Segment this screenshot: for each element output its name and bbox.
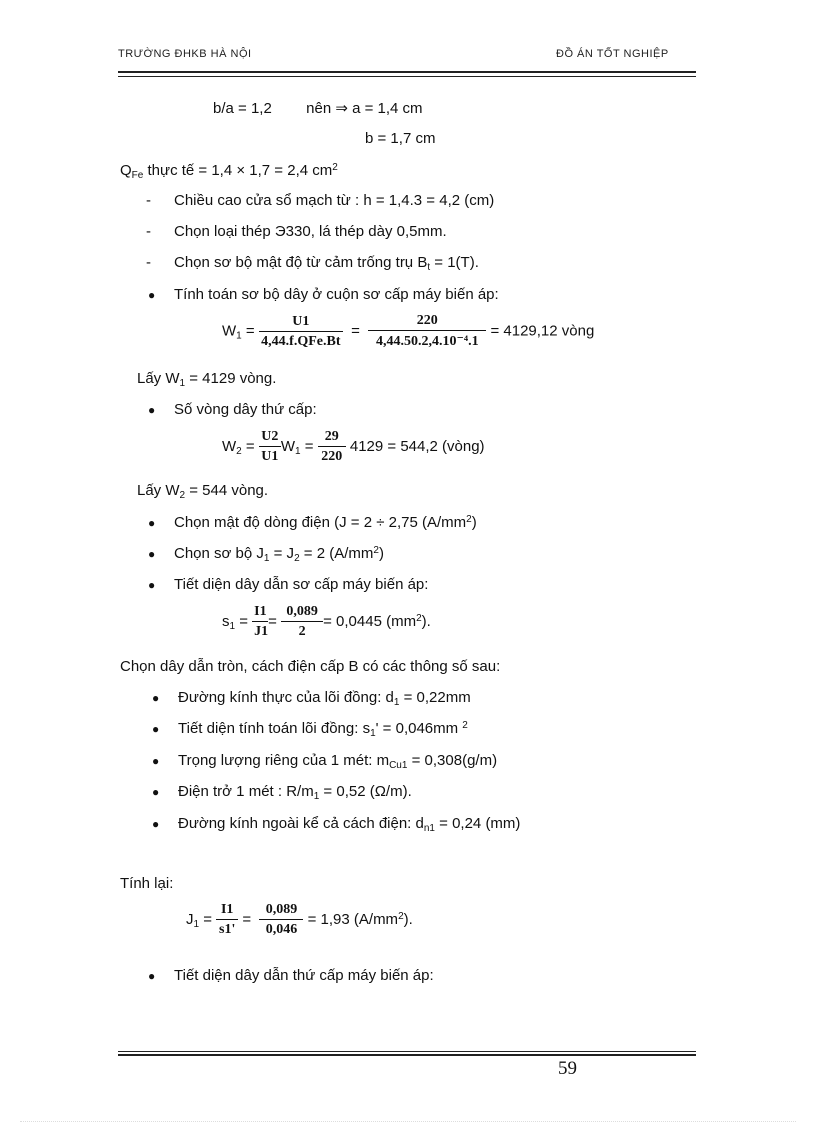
- bullet-j-choice: ● Chọn sơ bộ $J_1 = J_2 = 2$ $(A/mm^2)$: [148, 545, 384, 564]
- bullet-secondary-section: ● Tiết diện dây dẫn thứ cấp máy biến áp:: [148, 967, 434, 984]
- bullet-secondary-turns: ● Số vòng dây thứ cấp:: [148, 401, 317, 418]
- dash-icon: -: [146, 192, 151, 209]
- bullet-icon: ●: [148, 516, 156, 530]
- s1-fraction-1: $\frac{I1}{J1}$: [254, 604, 269, 639]
- spec-outer-diameter: ● Đường kính ngoài kể cả cách điện: $d_{n1} = 0,24$ (mm): [152, 815, 521, 834]
- recalc: Tính lại:: [120, 875, 174, 892]
- page-number: 59: [558, 1058, 577, 1079]
- ratio-right: nên ⇒ a = 1,4 cm: [306, 100, 423, 117]
- w1-fraction-2: $\frac{220}{\text{4,44.50.2,4.10⁻⁴.1}}$: [368, 313, 486, 350]
- j1-fraction-1: $\frac{I1}{s1'}$: [216, 902, 238, 938]
- bullet-icon: ●: [152, 785, 160, 799]
- header-right: ĐỒ ÁN TỐT NGHIỆP: [556, 48, 669, 60]
- s1-equation: $s_1$ = $\frac{I1}{J1}$ = $\frac{0,089}{2}$ = 0,0445 $(mm^2)$.: [222, 604, 431, 639]
- dash-icon: -: [146, 254, 151, 271]
- bullet-icon: ●: [148, 403, 156, 417]
- j1-fraction-2: $\frac{0,089}{0,046}$: [259, 902, 303, 938]
- bullet-primary-section: ● Tiết diện dây dẫn sơ cấp máy biến áp:: [148, 576, 429, 593]
- bullet-icon: ●: [152, 817, 160, 831]
- bullet-icon: ●: [148, 578, 156, 592]
- bullet-icon: ●: [148, 288, 156, 302]
- spec-resistance: ● Điện trở 1 mét : $R/m_1 = 0,52$ (Ω/m).: [152, 783, 412, 802]
- b-value: b = 1,7 cm: [365, 130, 436, 147]
- spec-diameter: ● Đường kính thực của lõi đồng: $d_1 = 0,22mm$: [152, 689, 471, 708]
- bullet-icon: ●: [148, 969, 156, 983]
- header-left: TRƯỜNG ĐHKB HÀ NỘI: [118, 48, 252, 60]
- w1-equation: $W_1$ = $\frac{U1}{\text{4,44.f.QFe.Bt}}$ = $\frac{220}{\text{4,44.50.2,4.10⁻⁴.1}}$ = 4129,12 vòng: [222, 313, 595, 349]
- bullet-icon: ●: [152, 691, 160, 705]
- header-rule-top: [118, 71, 696, 73]
- dash-item-steel: - Chọn loại thép Э330, lá thép dày 0,5mm.: [146, 223, 447, 240]
- footer-rule-top: [118, 1051, 696, 1052]
- s1-fraction-2: $\frac{0,089}{2}$: [281, 604, 323, 640]
- page-edge-dots: [20, 1121, 796, 1122]
- qfe-line: $Q_{Fe}$ thực tế = 1,4 × 1,7 = 2,4 $cm^2$: [120, 162, 338, 181]
- bullet-primary-calc: ● Tính toán sơ bộ dây ở cuộn sơ cấp máy biến áp:: [148, 286, 499, 303]
- bullet-icon: ●: [152, 722, 160, 736]
- header-rule-bottom: [118, 76, 696, 77]
- dash-item-window-height: - Chiều cao cửa sổ mạch từ : h = 1,4.3 = 4,2 (cm): [146, 192, 495, 209]
- choose-wire: Chọn dây dẫn tròn, cách điện cấp B có các thông số sau:: [120, 658, 501, 675]
- spec-weight: ● Trọng lượng riêng của 1 mét: $m_{Cu1} = 0,308(g/m)$: [152, 752, 498, 771]
- bullet-icon: ●: [148, 547, 156, 561]
- w2-fraction-2: $\frac{29}{220}$: [318, 429, 346, 465]
- w2-fraction-1: $\frac{U2}{U1}$: [259, 429, 281, 465]
- ratio-left: b/a = 1,2: [213, 100, 272, 117]
- ratio-line: [213, 99, 423, 117]
- footer-rule-bottom: [118, 1054, 696, 1056]
- bullet-icon: ●: [152, 754, 160, 768]
- lay-w2: Lấy $W_2 = 544$ vòng.: [137, 482, 269, 501]
- lay-w1: Lấy $W_1 = 4129$ vòng.: [137, 370, 277, 389]
- w1-fraction-1: $\frac{U1}{\text{4,44.f.QFe.Bt}}$: [259, 314, 343, 350]
- dash-icon: -: [146, 223, 151, 240]
- w2-equation: $W_2$ = $\frac{U2}{U1}$ $W_1$ = $\frac{29}{220}$ 4129 = 544,2 (vòng): [222, 429, 485, 464]
- spec-section: ● Tiết diện tính toán lõi đồng: $s_1' = 0,046mm$ $^2$: [152, 720, 468, 739]
- j1-equation: $J_1$ = $\frac{I1}{s1'}$ = $\frac{0,089}{0,046}$ = 1,93 $(A/mm^2)$.: [186, 902, 413, 937]
- bullet-current-density: ● Chọn mật độ dòng điện (J = 2 ÷ 2,75 $(A/mm^2)$: [148, 514, 477, 531]
- dash-item-flux: - Chọn sơ bộ mật độ từ cảm trống trụ $B_t = 1(T)$.: [146, 254, 479, 273]
